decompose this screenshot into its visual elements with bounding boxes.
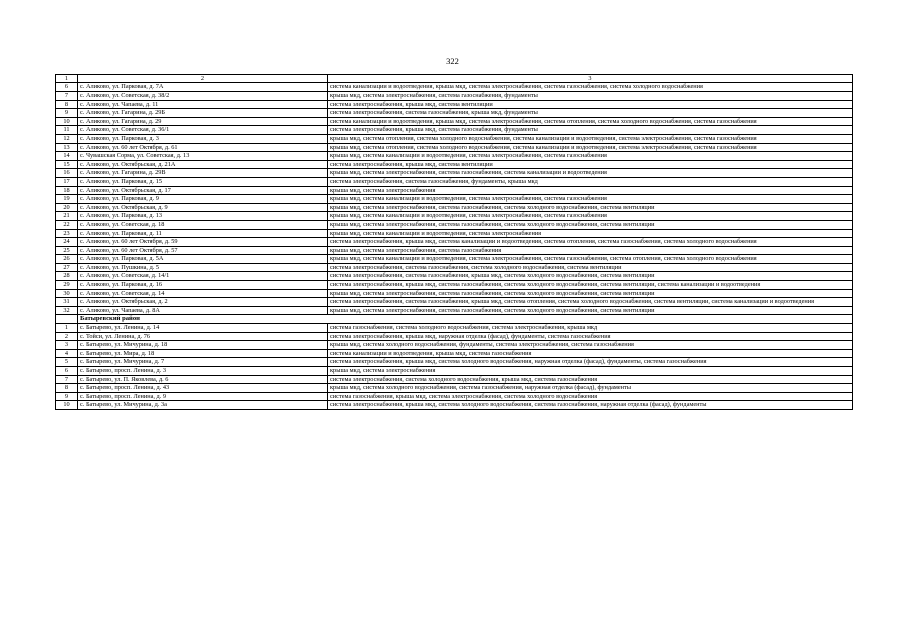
address-cell: с. Аликово, ул. Октябрьская, д. 2 — [78, 298, 328, 307]
table-row — [56, 134, 853, 143]
district-title: Батыревский район — [78, 315, 853, 324]
works-cell: система электроснабжения, система газоснабжения, крыша мкд, фундаменты — [328, 109, 853, 118]
table-row — [56, 349, 853, 358]
works-cell: крыша мкд, система отопления, система холодного водоснабжения, система канализации и водоотведения, система электроснабжения, система газоснабжения — [328, 143, 853, 152]
address-cell: с. Аликово, ул. Октябрьская, д. 21А — [78, 160, 328, 169]
address-cell: с. Аликово, ул. Парковая, д. 16 — [78, 281, 328, 290]
row-number-cell: 31 — [56, 298, 78, 307]
table-row — [56, 169, 853, 178]
table-row — [56, 83, 853, 92]
row-number-cell: 7 — [56, 92, 78, 101]
address-cell: с. Аликово, ул. Гагарина, д. 29 — [78, 117, 328, 126]
table-row — [56, 152, 853, 161]
address-cell: с. Батырево, просп. Ленина, д. 9 — [78, 392, 328, 401]
row-number-cell: 7 — [56, 375, 78, 384]
table-row — [56, 109, 853, 118]
row-number-cell: 28 — [56, 272, 78, 281]
address-cell: с. Аликово, ул. Парковая, д. 11 — [78, 229, 328, 238]
works-cell: система электроснабжения, крыша мкд, система вентиляции — [328, 160, 853, 169]
table-row — [56, 401, 853, 410]
works-cell: крыша мкд, система электроснабжения, система газоснабжения, система холодного водоснабжения, система вентиляции — [328, 203, 853, 212]
address-cell: с. Аликово, ул. Парковая, д. 5А — [78, 255, 328, 264]
address-cell: с. Аликово, ул. 60 лет Октября, д. 59 — [78, 238, 328, 247]
row-number-cell: 30 — [56, 289, 78, 298]
works-cell: крыша мкд, система электроснабжения, система газоснабжения, фундаменты — [328, 92, 853, 101]
address-cell: с. Аликово, ул. Пушкина, д. 5 — [78, 263, 328, 272]
table-row — [56, 367, 853, 376]
row-number-cell: 21 — [56, 212, 78, 221]
row-number-cell: 9 — [56, 109, 78, 118]
table-row — [56, 392, 853, 401]
table-row — [56, 332, 853, 341]
row-number-cell: 25 — [56, 246, 78, 255]
row-number-cell: 26 — [56, 255, 78, 264]
works-cell: система электроснабжения, система газоснабжения, фундаменты, крыша мкд — [328, 177, 853, 186]
address-cell: с. Аликово, ул. 60 лет Октября, д. 57 — [78, 246, 328, 255]
works-cell: система газоснабжения, система холодного водоснабжения, система электроснабжения, крыша мкд — [328, 324, 853, 333]
works-cell: система электроснабжения, крыша мкд, система вентиляции — [328, 100, 853, 109]
address-cell: с. Батырево, ул. П. Яковлева, д. 6 — [78, 375, 328, 384]
address-cell: с. Аликово, ул. Гагарина, д. 29Б — [78, 109, 328, 118]
row-number-cell: 11 — [56, 126, 78, 135]
works-cell: система газоснабжения, крыша мкд, система электроснабжения, система холодного водоснабжения — [328, 392, 853, 401]
address-cell: с. Тойси, ул. Ленина, д. 76 — [78, 332, 328, 341]
row-number-cell: 16 — [56, 169, 78, 178]
table-row — [56, 117, 853, 126]
works-cell: крыша мкд, система отопления, система холодного водоснабжения, система канализации и водоотведения, система электроснабжения, система газоснабжения — [328, 134, 853, 143]
works-cell: крыша мкд, система электроснабжения, система газоснабжения — [328, 246, 853, 255]
row-number-cell: 22 — [56, 220, 78, 229]
row-number-cell: 10 — [56, 401, 78, 410]
works-cell: крыша мкд, система холодного водоснабжения, система газоснабжения, наружная отделка (фасад), фундаменты — [328, 384, 853, 393]
table-row — [56, 358, 853, 367]
works-cell: система канализации и водоотведения, крыша мкд, система электроснабжения, система отопления, система холодного водоснабжения, система газоснабжения — [328, 117, 853, 126]
page-number: 322 — [446, 56, 459, 66]
section-empty-cell — [56, 315, 78, 324]
works-cell: система электроснабжения, крыша мкд, система холодного водоснабжения, система газоснабжения, наружная отделка (фасад), фундаменты — [328, 401, 853, 410]
table-row — [56, 289, 853, 298]
address-cell: с. Аликово, ул. Парковая, д. 3 — [78, 134, 328, 143]
address-cell: с. Аликово, ул. Парковая, д. 9 — [78, 195, 328, 204]
works-cell: крыша мкд, система холодного водоснабжения, фундаменты, система электроснабжения, система газоснабжения — [328, 341, 853, 350]
address-cell: с. Батырево, ул. Мичурина, д. 3а — [78, 401, 328, 410]
table-row — [56, 341, 853, 350]
row-number-cell: 9 — [56, 392, 78, 401]
row-number-cell: 13 — [56, 143, 78, 152]
works-cell: крыша мкд, система электроснабжения, система газоснабжения, система холодного водоснабжения, система вентиляции — [328, 306, 853, 315]
table-row — [56, 126, 853, 135]
row-number-cell: 29 — [56, 281, 78, 290]
row-number-cell: 32 — [56, 306, 78, 315]
table-row — [56, 160, 853, 169]
works-cell: крыша мкд, система канализации и водоотведения, система электроснабжения, система газоснабжения — [328, 195, 853, 204]
works-cell: система электроснабжения, крыша мкд, наружная отделка (фасад), фундаменты, система газоснабжения — [328, 332, 853, 341]
table-row — [56, 143, 853, 152]
works-cell: система электроснабжения, крыша мкд, система газоснабжения, фундаменты — [328, 126, 853, 135]
district-section-row — [56, 315, 853, 324]
works-cell: система электроснабжения, крыша мкд, система газоснабжения, система холодного водоснабжения, система вентиляции, система канализации и водоотведения — [328, 281, 853, 290]
address-cell: с. Батырево, ул. Мичурина, д. 7 — [78, 358, 328, 367]
table-row — [56, 203, 853, 212]
row-number-cell: 12 — [56, 134, 78, 143]
column-number-1: 1 — [56, 75, 78, 83]
address-cell: с. Батырево, ул. Ленина, д. 14 — [78, 324, 328, 333]
address-cell: с. Аликово, ул. Советская, д. 38/2 — [78, 92, 328, 101]
works-cell: крыша мкд, система электроснабжения — [328, 367, 853, 376]
works-cell: система канализации и водоотведения, крыша мкд, система газоснабжения — [328, 349, 853, 358]
address-cell: с. Аликово, ул. Парковая, д. 13 — [78, 212, 328, 221]
address-cell: с. Аликово, ул. Чапаева, д. 11 — [78, 100, 328, 109]
repair-program-table — [55, 74, 853, 410]
address-cell: с. Батырево, просп. Ленина, д. 3 — [78, 367, 328, 376]
works-cell: система электроснабжения, система газоснабжения, крыша мкд, система холодного водоснабжения, система вентиляции — [328, 272, 853, 281]
address-cell: с. Батырево, ул. Мира, д. 18 — [78, 349, 328, 358]
works-cell: крыша мкд, система канализации и водоотведения, система электроснабжения — [328, 229, 853, 238]
address-cell: с. Аликово, ул. Парковая, д. 7А — [78, 83, 328, 92]
row-number-cell: 19 — [56, 195, 78, 204]
row-number-cell: 15 — [56, 160, 78, 169]
row-number-cell: 6 — [56, 367, 78, 376]
works-cell: система электроснабжения, крыша мкд, система канализации и водоотведения, система отопления, система газоснабжения, система холодного водоснабжения — [328, 238, 853, 247]
column-number-row — [56, 75, 853, 83]
table-row — [56, 306, 853, 315]
works-cell: крыша мкд, система канализации и водоотведения, система электроснабжения, система газоснабжения — [328, 212, 853, 221]
address-cell: с. Аликово, ул. Октябрьская, д. 9 — [78, 203, 328, 212]
address-cell: с. Аликово, ул. 60 лет Октября, д. 61 — [78, 143, 328, 152]
row-number-cell: 10 — [56, 117, 78, 126]
row-number-cell: 4 — [56, 349, 78, 358]
works-cell: крыша мкд, система электроснабжения, система газоснабжения, система холодного водоснабжения, система вентиляции — [328, 220, 853, 229]
row-number-cell: 24 — [56, 238, 78, 247]
table-row — [56, 272, 853, 281]
table-row — [56, 212, 853, 221]
address-cell: с. Батырево, ул. Мичурина, д. 18 — [78, 341, 328, 350]
address-cell: с. Чувашская Сорма, ул. Советская, д. 13 — [78, 152, 328, 161]
works-cell: крыша мкд, система канализации и водоотведения, система электроснабжения, система газоснабжения — [328, 152, 853, 161]
table-row — [56, 246, 853, 255]
works-cell: крыша мкд, система электроснабжения — [328, 186, 853, 195]
works-cell: крыша мкд, система канализации и водоотведения, система электроснабжения, система газоснабжения, система отопления, система холодного водоснабжения — [328, 255, 853, 264]
table-row — [56, 195, 853, 204]
table-row — [56, 100, 853, 109]
address-cell: с. Аликово, ул. Гагарина, д. 29В — [78, 169, 328, 178]
table-row — [56, 298, 853, 307]
table-row — [56, 263, 853, 272]
table-row — [56, 229, 853, 238]
table-row — [56, 177, 853, 186]
table-row — [56, 92, 853, 101]
works-cell: система канализации и водоотведения, крыша мкд, система электроснабжения, система газоснабжения, система холодного водоснабжения — [328, 83, 853, 92]
row-number-cell: 5 — [56, 358, 78, 367]
address-cell: с. Аликово, ул. Советская, д. 14/1 — [78, 272, 328, 281]
address-cell: с. Аликово, ул. Советская, д. 18 — [78, 220, 328, 229]
works-cell: система электроснабжения, система газоснабжения, крыша мкд, система отопления, система холодного водоснабжения, система вентиляции, система канализации и водоотведения — [328, 298, 853, 307]
address-cell: с. Аликово, ул. Октябрьская, д. 17 — [78, 186, 328, 195]
table-row — [56, 324, 853, 333]
row-number-cell: 23 — [56, 229, 78, 238]
column-number-2: 2 — [78, 75, 328, 83]
works-cell: система электроснабжения, крыша мкд, система холодного водоснабжения, наружная отделка (фасад), фундаменты, система газоснабжения — [328, 358, 853, 367]
row-number-cell: 8 — [56, 100, 78, 109]
column-number-3: 3 — [328, 75, 853, 83]
table-row — [56, 255, 853, 264]
row-number-cell: 1 — [56, 324, 78, 333]
table-row — [56, 238, 853, 247]
row-number-cell: 18 — [56, 186, 78, 195]
address-cell: с. Аликово, ул. Парковая, д. 15 — [78, 177, 328, 186]
row-number-cell: 27 — [56, 263, 78, 272]
row-number-cell: 2 — [56, 332, 78, 341]
works-cell: система электроснабжения, система газоснабжения, система холодного водоснабжения, система вентиляции — [328, 263, 853, 272]
address-cell: с. Аликово, ул. Чапаева, д. 8А — [78, 306, 328, 315]
row-number-cell: 6 — [56, 83, 78, 92]
address-cell: с. Аликово, ул. Советская, д. 14 — [78, 289, 328, 298]
table-row — [56, 186, 853, 195]
address-cell: с. Батырево, просп. Ленина, д. 43 — [78, 384, 328, 393]
row-number-cell: 3 — [56, 341, 78, 350]
table-row — [56, 375, 853, 384]
address-cell: с. Аликово, ул. Советская, д. 36/1 — [78, 126, 328, 135]
works-cell: система электроснабжения, система холодного водоснабжения, крыша мкд, система газоснабжения — [328, 375, 853, 384]
row-number-cell: 17 — [56, 177, 78, 186]
row-number-cell: 20 — [56, 203, 78, 212]
table-row — [56, 384, 853, 393]
works-cell: крыша мкд, система электроснабжения, система газоснабжения, система канализации и водоотведения — [328, 169, 853, 178]
row-number-cell: 8 — [56, 384, 78, 393]
table-row — [56, 281, 853, 290]
table-row — [56, 220, 853, 229]
row-number-cell: 14 — [56, 152, 78, 161]
works-cell: крыша мкд, система электроснабжения, система газоснабжения, система холодного водоснабжения, система вентиляции — [328, 289, 853, 298]
